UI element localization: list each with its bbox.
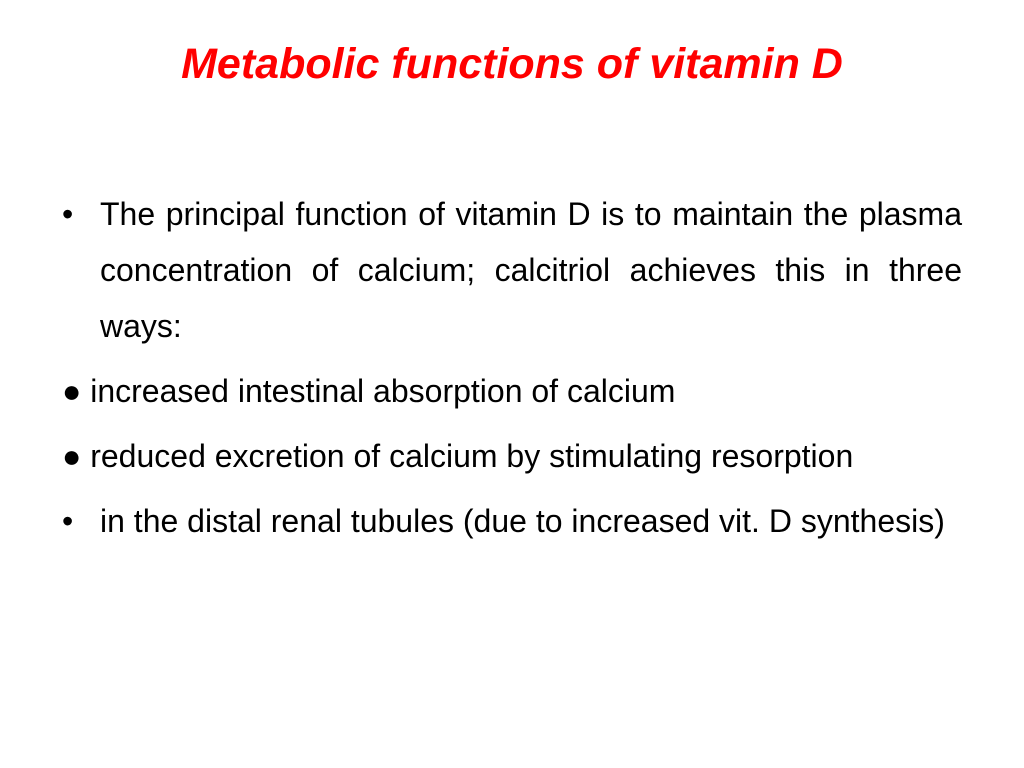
bullet-point — [62, 186, 962, 354]
paragraph: ● reduced excretion of calcium by stimulating resorption — [62, 438, 854, 474]
slide-title: Metabolic functions of vitamin D — [181, 40, 843, 88]
slide-body — [62, 186, 962, 558]
paragraph: ● increased intestinal absorption of calcium — [62, 373, 676, 409]
bullet-text: in the distal renal tubules (due to increased vit. D synthesis) — [100, 503, 945, 539]
bullet-point — [62, 493, 962, 549]
bullet-text: The principal function of vitamin D is to maintain the plasma concentration of calcium; calcitriol achieves this in three ways: — [100, 196, 962, 344]
bullet-icon: • — [62, 196, 74, 232]
bullet-icon: • — [62, 503, 74, 539]
